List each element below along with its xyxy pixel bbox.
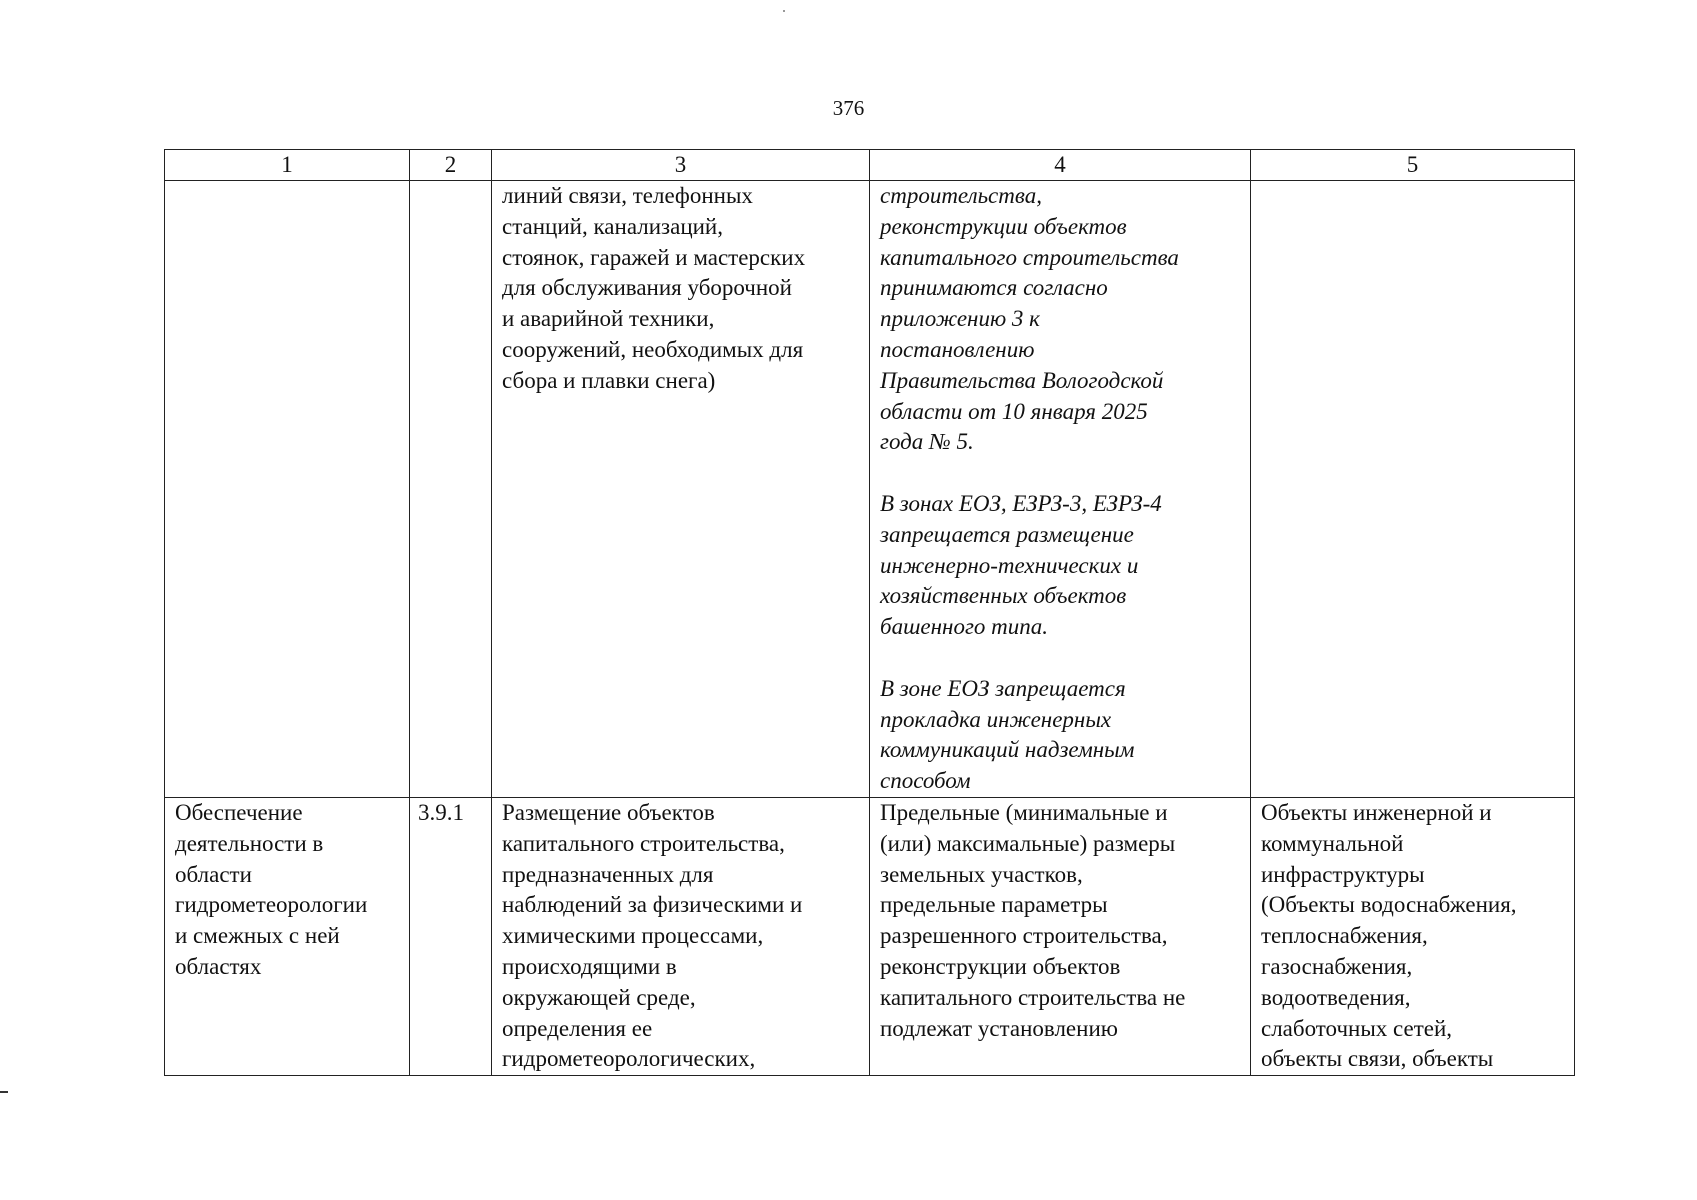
margin-mark [0, 1091, 8, 1093]
cell-code [410, 181, 492, 798]
page-number: 376 [832, 96, 865, 120]
header-col-3: 3 [492, 150, 870, 181]
cell-land-use-type [165, 181, 410, 798]
cell-parameters: Предельные (минимальные и (или) максимальные) размеры земельных участков, предельные параметры разрешенного строительства, реконструкции объектов капитального строительства не подлежат установлению [870, 797, 1251, 1075]
header-col-5: 5 [1251, 150, 1575, 181]
header-col-4: 4 [870, 150, 1251, 181]
scan-dot [783, 10, 785, 12]
table-row [165, 797, 1575, 1075]
cell-code: 3.9.1 [410, 797, 492, 1075]
header-col-2: 2 [410, 150, 492, 181]
cell-description: линий связи, телефонных станций, канализаций, стоянок, гаражей и мастерских для обслуживания уборочной и аварийной техники, сооружений, необходимых для сбора и плавки снега) [492, 181, 870, 798]
cell-parameters: строительства, реконструкции объектов капитального строительства принимаются согласно приложению 3 к постановлению Правительства Вологодской области от 10 января 2025 года № 5. В зонах ЕОЗ, ЕЗРЗ-3, ЕЗРЗ-4 запрещается размещение инженерно-технических и хозяйственных объектов башенного типа. В зоне ЕОЗ запрещается прокладка инженерных коммуникаций надземным способом [870, 181, 1251, 798]
cell-auxiliary-uses: Объекты инженерной и коммунальной инфраструктуры (Объекты водоснабжения, теплоснабжения, газоснабжения, водоотведения, слаботочных сетей, объекты связи, объекты [1251, 797, 1575, 1075]
header-col-1: 1 [165, 150, 410, 181]
cell-description: Размещение объектов капитального строительства, предназначенных для наблюдений за физическими и химическими процессами, происходящими в окружающей среде, определения ее гидрометеорологических, [492, 797, 870, 1075]
cell-auxiliary-uses [1251, 181, 1575, 798]
regulations-table [164, 149, 1575, 1076]
table-row [165, 181, 1575, 798]
cell-land-use-type: Обеспечение деятельности в области гидрометеорологии и смежных с ней областях [165, 797, 410, 1075]
table-header-row [165, 150, 1575, 181]
